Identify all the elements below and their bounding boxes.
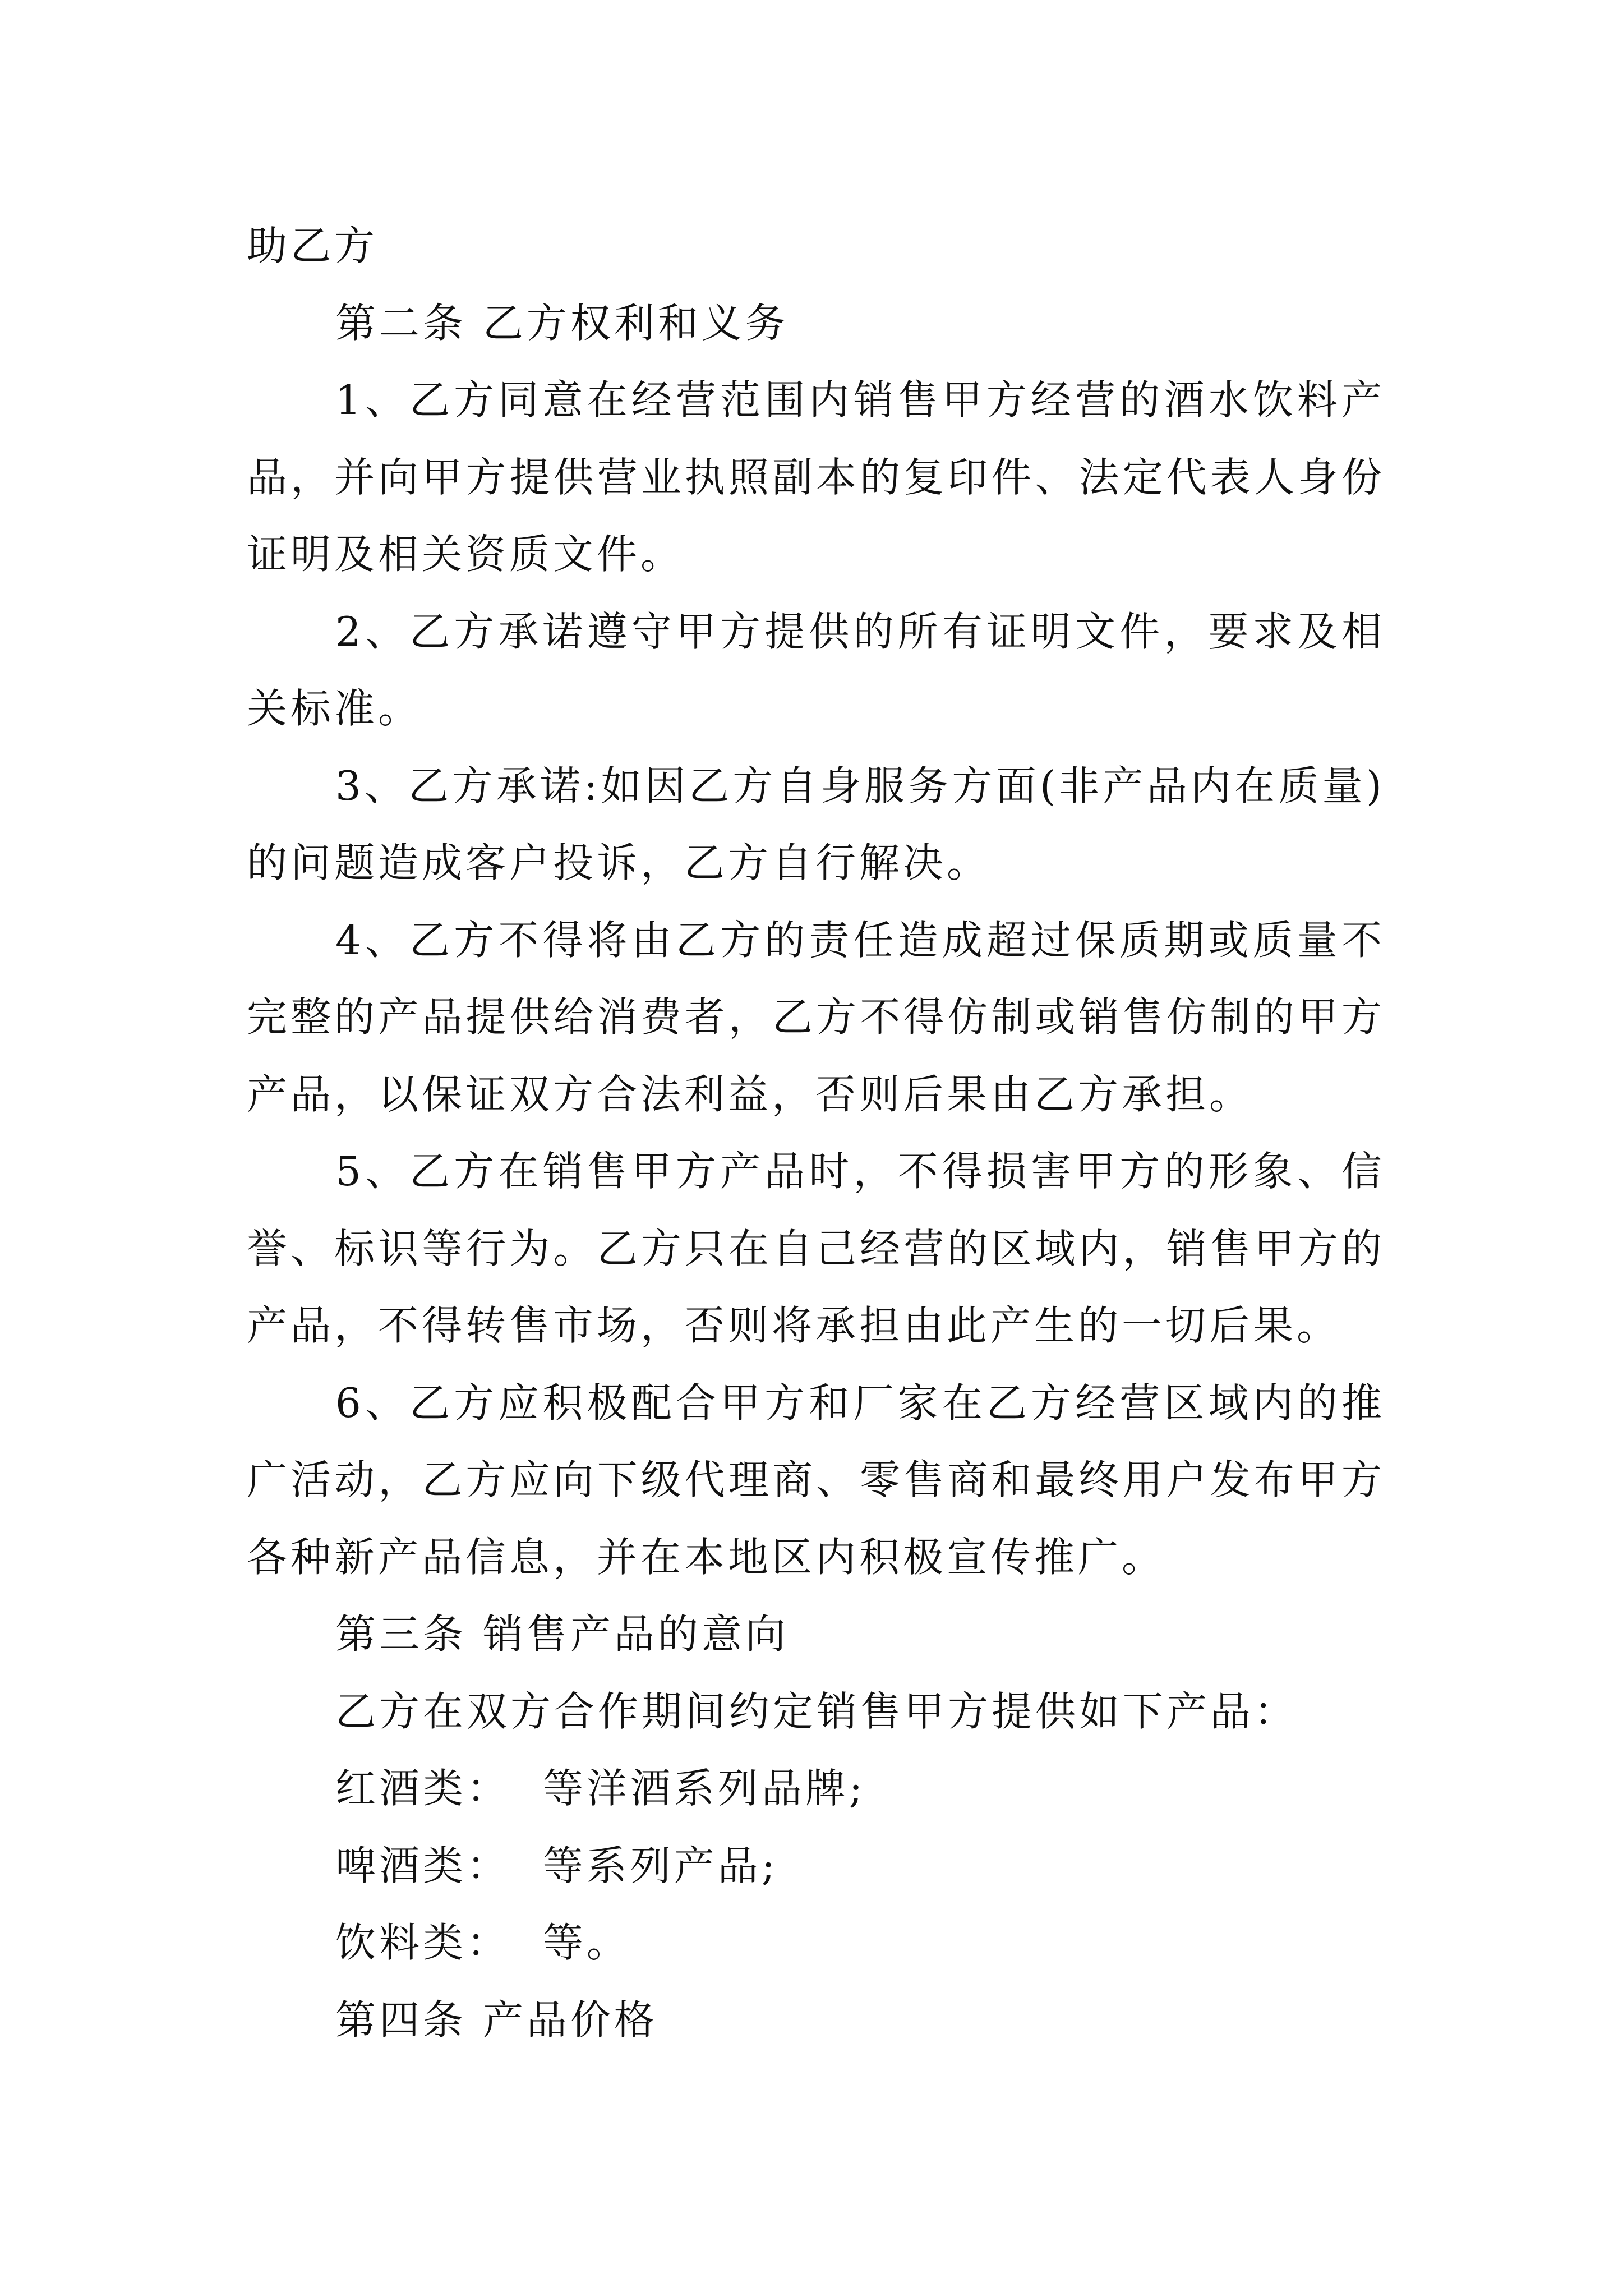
continuation-text: 助乙方 [247,222,379,269]
article-2-item-6: 6、乙方应积极配合甲方和厂家在乙方经营区域内的推广活动，乙方应向下级代理商、零售商和最终用户发布甲方各种新产品信息，并在本地区内积极宣传推广。 [247,1379,1385,1581]
contract-body [247,208,1385,2059]
article-4-heading: 第四条 产品价格 [335,1996,658,2044]
article-2-item-2: 2、乙方承诺遵守甲方提供的所有证明文件，要求及相关标准。 [247,608,1385,732]
product-line-wine: 红酒类： 等洋酒系列品牌; [335,1765,866,1812]
product-line-beverage: 饮料类： 等。 [335,1919,630,1966]
article-3-heading: 第三条 销售产品的意向 [335,1611,789,1658]
article-2-item-5: 5、乙方在销售甲方产品时，不得损害甲方的形象、信誉、标识等行为。乙方只在自己经营的区域内，销售甲方的产品，不得转售市场，否则将承担由此产生的一切后果。 [247,1148,1385,1349]
article-2-item-3: 3、乙方承诺:如因乙方自身服务方面(非产品内在质量)的问题造成客户投诉，乙方自行解决。 [247,762,1385,886]
article-3-intro: 乙方在双方合作期间约定销售甲方提供如下产品： [335,1687,1298,1735]
article-2-item-4: 4、乙方不得将由乙方的责任造成超过保质期或质量不完整的产品提供给消费者，乙方不得仿制或销售仿制的甲方产品，以保证双方合法利益，否则后果由乙方承担。 [247,916,1385,1118]
article-2-heading: 第二条 乙方权利和义务 [335,299,789,347]
article-2-item-1: 1、乙方同意在经营范围内销售甲方经营的酒水饮料产品，并向甲方提供营业执照副本的复印件、法定代表人身份证明及相关资质文件。 [247,376,1385,578]
product-line-beer: 啤酒类： 等系列产品; [335,1842,779,1889]
